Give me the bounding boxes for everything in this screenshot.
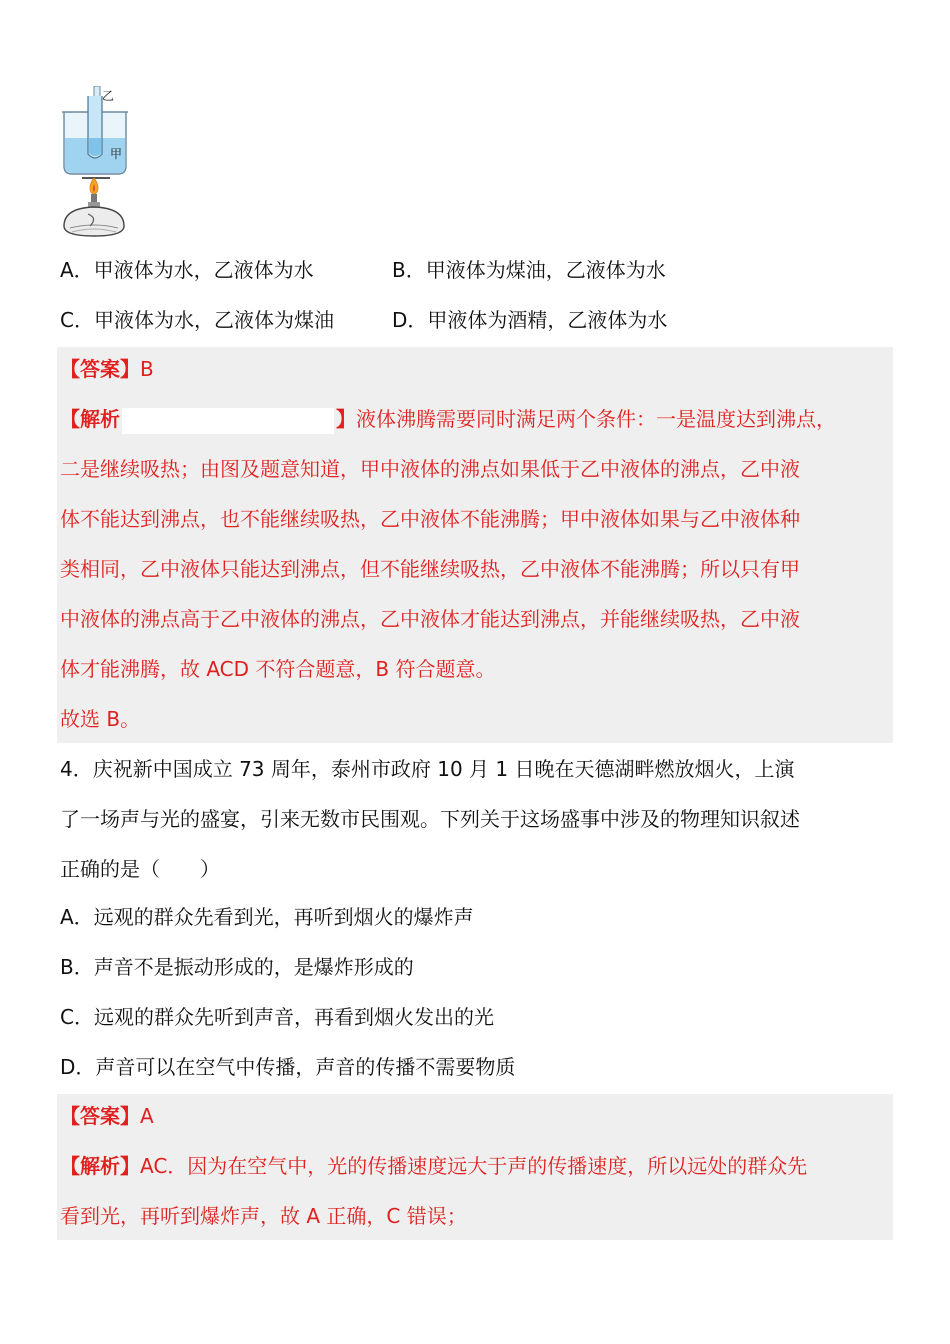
q3-option-c-row bbox=[60, 305, 668, 335]
label-jia: 甲 bbox=[110, 147, 123, 161]
q4-option-b: B．声音不是振动形成的，是爆炸形成的 bbox=[60, 955, 414, 979]
q3-analysis-text-1: 液体沸腾需要同时满足两个条件：一是温度达到沸点， bbox=[356, 407, 836, 431]
q4-analysis-label: 【解析】 bbox=[60, 1154, 140, 1178]
q3-answer bbox=[60, 354, 154, 384]
q4-answer-label: 【答案】 bbox=[60, 1104, 140, 1128]
q3-option-b: B．甲液体为煤油，乙液体为水 bbox=[392, 258, 666, 282]
q4-option-c: C．远观的群众先听到声音，再看到烟火发出的光 bbox=[60, 1005, 494, 1029]
q3-option-a: A．甲液体为水，乙液体为水 bbox=[60, 258, 314, 282]
q3-analysis-line-5: 中液体的沸点高于乙中液体的沸点，乙中液体才能达到沸点，并能继续吸热，乙中液 bbox=[60, 607, 800, 631]
q4-option-d: D．声音可以在空气中传播，声音的传播不需要物质 bbox=[60, 1055, 516, 1079]
q4-analysis-text-1: AC．因为在空气中，光的传播速度远大于声的传播速度，所以远处的群众先 bbox=[140, 1154, 808, 1178]
q4-stem-line-1: 4．庆祝新中国成立 73 周年，泰州市政府 10 月 1 日晚在天德湖畔燃放烟火，上演 bbox=[60, 757, 795, 781]
q4-stem-line-3: 正确的是（ ） bbox=[60, 857, 220, 881]
q3-answer-label: 【答案】 bbox=[60, 357, 140, 381]
q3-analysis-line-2: 二是继续吸热；由图及题意知道，甲中液体的沸点如果低于乙中液体的沸点，乙中液 bbox=[60, 457, 800, 481]
label-yi: 乙 bbox=[102, 89, 115, 103]
q3-analysis-line-6: 体才能沸腾，故 ACD 不符合题意，B 符合题意。 bbox=[60, 657, 496, 681]
redaction-block bbox=[122, 408, 334, 434]
q4-answer-value: A bbox=[140, 1104, 154, 1128]
q3-analysis-label-open: 【解析 bbox=[60, 407, 120, 431]
q4-answer bbox=[60, 1101, 154, 1131]
q4-option-a: A．远观的群众先看到光，再听到烟火的爆炸声 bbox=[60, 905, 474, 929]
boiling-experiment-figure bbox=[58, 86, 130, 246]
q3-option-a-row bbox=[60, 255, 666, 285]
q3-analysis-line-1 bbox=[60, 404, 836, 434]
q3-analysis-line-3: 体不能达到沸点，也不能继续吸热，乙中液体不能沸腾；甲中液体如果与乙中液体种 bbox=[60, 507, 800, 531]
q3-analysis-line-4: 类相同，乙中液体只能达到沸点，但不能继续吸热，乙中液体不能沸腾；所以只有甲 bbox=[60, 557, 800, 581]
q3-answer-value: B bbox=[140, 357, 154, 381]
q3-option-c: C．甲液体为水，乙液体为煤油 bbox=[60, 308, 334, 332]
q4-analysis-line-2: 看到光，再听到爆炸声，故 A 正确，C 错误； bbox=[60, 1204, 467, 1228]
q3-analysis-line-7: 故选 B。 bbox=[60, 707, 141, 731]
q3-analysis-label-close: 】 bbox=[336, 407, 356, 431]
q3-option-d: D．甲液体为酒精，乙液体为水 bbox=[392, 308, 668, 332]
q4-stem-line-2: 了一场声与光的盛宴，引来无数市民围观。下列关于这场盛事中涉及的物理知识叙述 bbox=[60, 807, 800, 831]
q4-analysis-line-1 bbox=[60, 1151, 807, 1181]
